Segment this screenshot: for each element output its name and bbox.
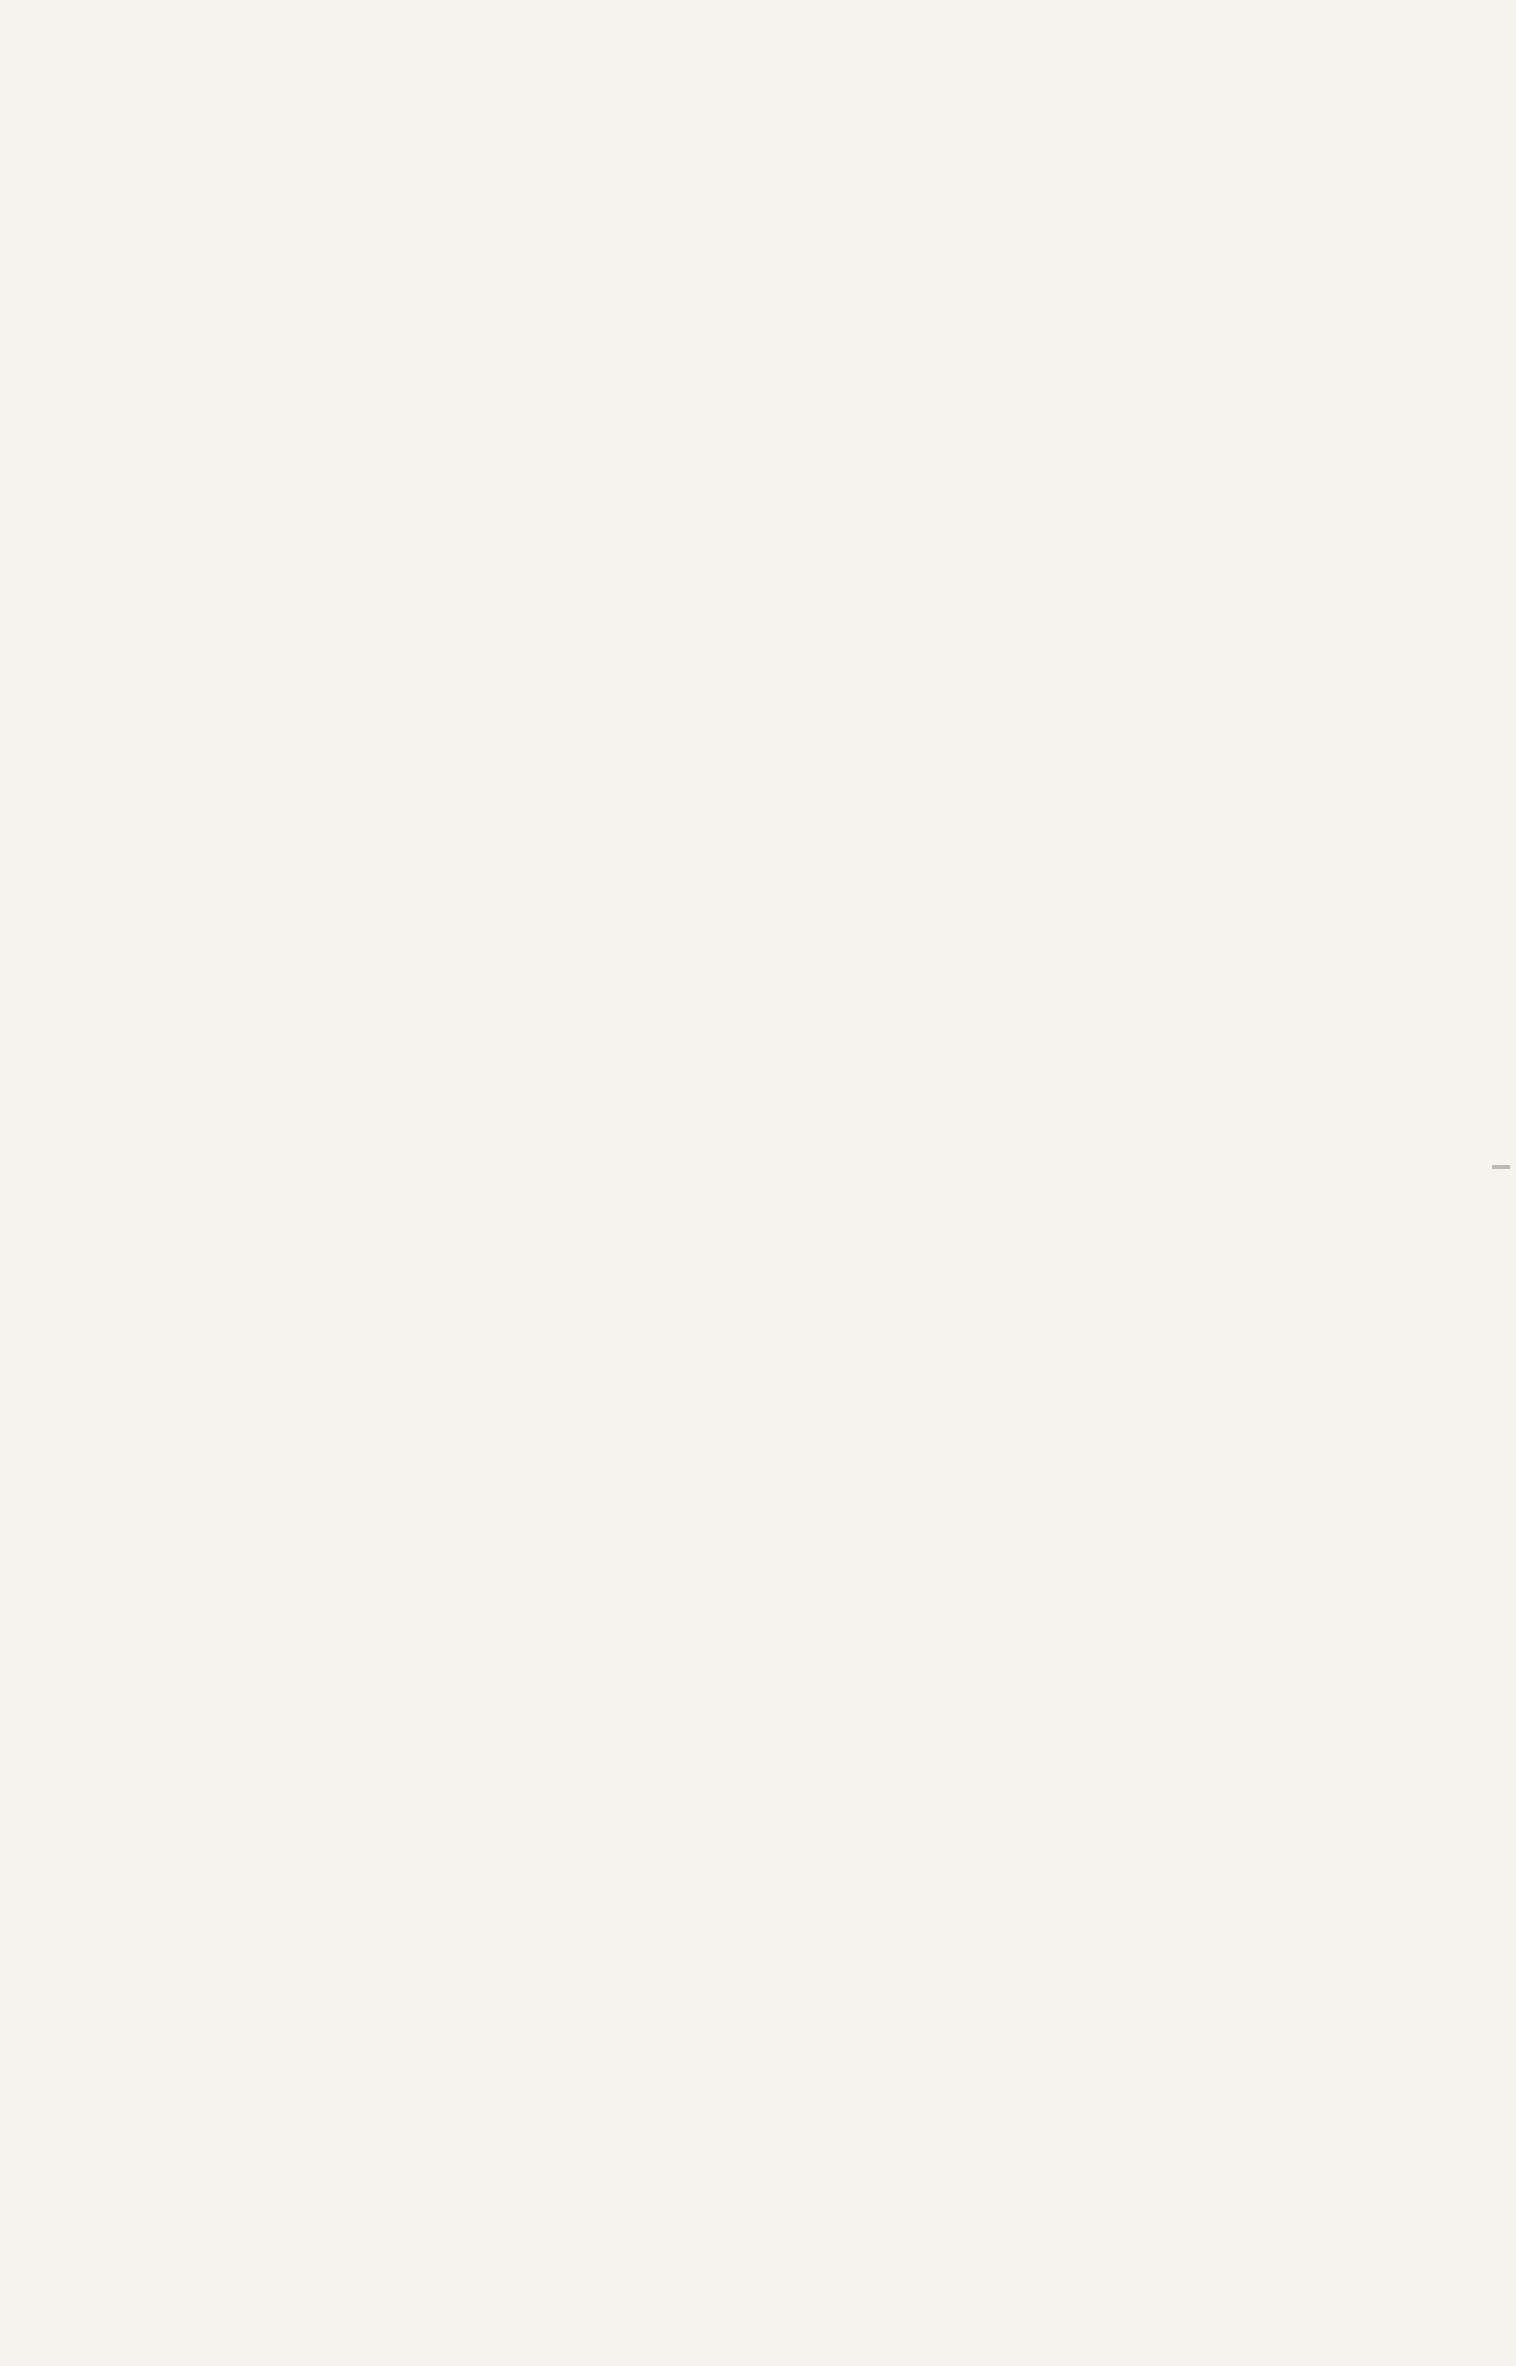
margin-mark	[1492, 1165, 1510, 1169]
figure-11-boards	[690, 68, 1350, 408]
figure-10-board	[70, 62, 570, 962]
